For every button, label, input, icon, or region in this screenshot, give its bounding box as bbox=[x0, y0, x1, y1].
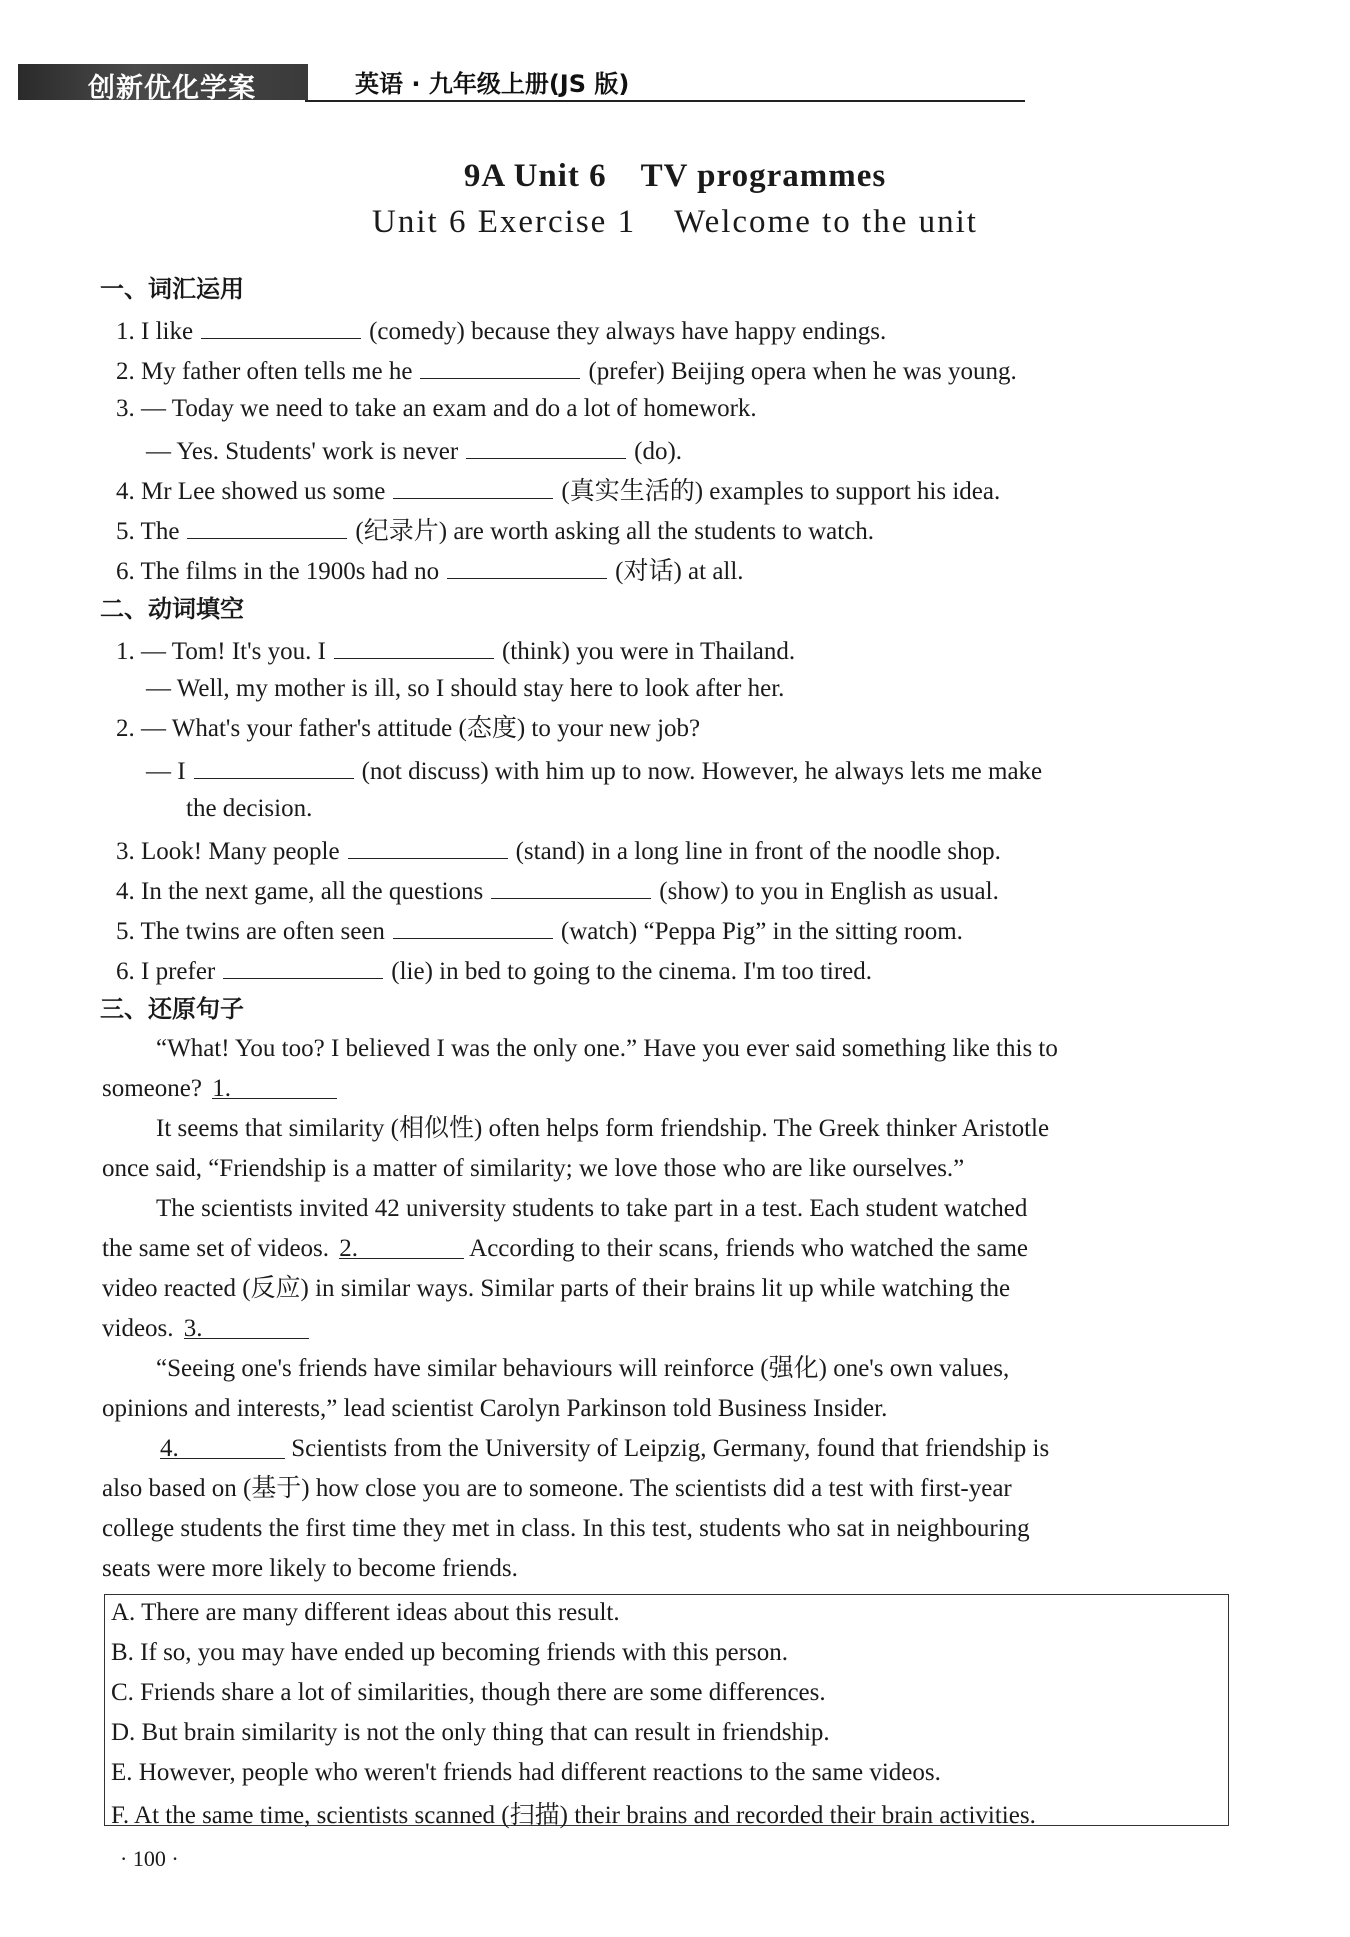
question-text: (watch) “Peppa Pig” in the sitting room. bbox=[560, 918, 963, 945]
question-text: 3. Look! Many people bbox=[116, 838, 340, 865]
blank-number: 3. bbox=[183, 1315, 203, 1342]
answer-options-box bbox=[104, 1594, 1229, 1829]
question-text: (lie) in bed to going to the cinema. I'm too tired. bbox=[391, 958, 873, 985]
question-text: (纪录片) are worth asking all the students to watch. bbox=[355, 518, 875, 545]
header-divider bbox=[305, 100, 1025, 102]
answer-blank[interactable] bbox=[187, 514, 347, 539]
question-text: (prefer) Beijing opera when he was young. bbox=[588, 358, 1017, 385]
question-text: 4. In the next game, all the questions bbox=[116, 878, 484, 905]
passage-line bbox=[102, 1234, 1028, 1264]
verb-item bbox=[116, 634, 795, 667]
passage-line: “What! You too? I believed I was the only one.” Have you ever said something like this to bbox=[156, 1035, 1058, 1062]
verb-item bbox=[186, 794, 312, 824]
answer-blank[interactable] bbox=[201, 314, 361, 339]
blank-number: 1. bbox=[212, 1075, 231, 1102]
question-text: 1. — Tom! It's you. I bbox=[116, 638, 326, 665]
verb-item bbox=[116, 914, 963, 947]
answer-blank[interactable] bbox=[466, 434, 626, 459]
question-text: 5. The twins are often seen bbox=[116, 918, 385, 945]
passage-line: college students the first time they met in class. In this test, students who sat in neighbouring bbox=[102, 1515, 1030, 1542]
passage-line: also based on (基于) how close you are to someone. The scientists did a test with first-year bbox=[102, 1475, 1012, 1502]
answer-blank[interactable] bbox=[447, 554, 607, 579]
passage-line: seats were more likely to become friends. bbox=[102, 1555, 518, 1582]
vocab-item bbox=[116, 394, 757, 424]
passage-text: someone? bbox=[102, 1075, 202, 1102]
passage-line: It seems that similarity (相似性) often helps form friendship. The Greek thinker Aristotle bbox=[156, 1115, 1050, 1142]
option-f: F. At the same time, scientists scanned (扫描) their brains and recorded their brain activities. bbox=[111, 1802, 1036, 1829]
answer-blank[interactable] bbox=[194, 754, 354, 779]
question-text: 5. The bbox=[116, 518, 180, 545]
question-text: (对话) at all. bbox=[615, 558, 744, 585]
question-text: — Well, my mother is ill, so I should stay here to look after her. bbox=[146, 675, 785, 702]
question-text: 6. The films in the 1900s had no bbox=[116, 558, 440, 585]
question-text: (stand) in a long line in front of the noodle shop. bbox=[515, 838, 1001, 865]
verb-item bbox=[116, 954, 872, 987]
answer-blank[interactable] bbox=[183, 1314, 309, 1342]
section-heading-sentences: 三、还原句子 bbox=[100, 995, 244, 1023]
verb-item bbox=[146, 754, 1042, 787]
page-header bbox=[0, 56, 1350, 106]
passage-text: Scientists from the University of Leipzig, Germany, found that friendship is bbox=[291, 1435, 1050, 1462]
blank-number: 4. bbox=[160, 1435, 179, 1462]
vocab-item bbox=[116, 554, 744, 587]
vocab-item bbox=[146, 434, 682, 467]
exercise-section: Welcome to the unit bbox=[674, 204, 978, 240]
question-text: (真实生活的) examples to support his idea. bbox=[561, 478, 1001, 505]
question-text: 6. I prefer bbox=[116, 958, 216, 985]
passage-line bbox=[102, 1074, 337, 1104]
answer-blank[interactable] bbox=[160, 1434, 285, 1462]
exercise-number: Unit 6 Exercise 1 bbox=[372, 204, 637, 240]
blank-number: 2. bbox=[339, 1235, 359, 1262]
vocab-item bbox=[116, 514, 874, 547]
passage-line bbox=[156, 1434, 1049, 1464]
question-text: (show) to you in English as usual. bbox=[659, 878, 999, 905]
page-number: · 100 · bbox=[120, 1846, 179, 1871]
verb-item bbox=[116, 714, 700, 744]
answer-blank[interactable] bbox=[393, 914, 553, 939]
question-text: — I bbox=[146, 758, 186, 785]
passage-line: opinions and interests,” lead scientist Carolyn Parkinson told Business Insider. bbox=[102, 1395, 888, 1422]
vocab-item bbox=[116, 474, 1000, 507]
unit-topic: TV programmes bbox=[640, 158, 887, 194]
option-b: B. If so, you may have ended up becoming friends with this person. bbox=[111, 1639, 788, 1666]
passage-line bbox=[102, 1314, 309, 1344]
vocab-item bbox=[116, 354, 1017, 387]
section-heading-vocab: 一、词汇运用 bbox=[100, 275, 244, 303]
passage-line: once said, “Friendship is a matter of similarity; we love those who are like ourselves.” bbox=[102, 1155, 965, 1182]
question-text: (do). bbox=[634, 438, 683, 465]
verb-item bbox=[116, 834, 1001, 867]
option-c: C. Friends share a lot of similarities, though there are some differences. bbox=[111, 1679, 826, 1706]
question-text: (not discuss) with him up to now. However, he always lets me make bbox=[361, 758, 1043, 785]
passage-text: videos. bbox=[102, 1315, 174, 1342]
answer-blank[interactable] bbox=[223, 954, 383, 979]
answer-blank[interactable] bbox=[393, 474, 553, 499]
option-e: E. However, people who weren't friends had different reactions to the same videos. bbox=[111, 1759, 941, 1786]
brand-logo-text: 创新优化学案 bbox=[88, 73, 256, 104]
option-d: D. But brain similarity is not the only thing that can result in friendship. bbox=[111, 1719, 830, 1746]
unit-title bbox=[0, 158, 1350, 195]
answer-blank[interactable] bbox=[339, 1234, 464, 1262]
passage-line: The scientists invited 42 university students to take part in a test. Each student watched bbox=[156, 1195, 1028, 1222]
section-heading-verbs: 二、动词填空 bbox=[100, 595, 244, 623]
passage-line: video reacted (反应) in similar ways. Similar parts of their brains lit up while watching the bbox=[102, 1275, 1011, 1302]
vocab-item bbox=[116, 314, 886, 347]
question-text: 4. Mr Lee showed us some bbox=[116, 478, 386, 505]
option-a: A. There are many different ideas about this result. bbox=[111, 1599, 620, 1626]
unit-number: 9A Unit 6 bbox=[463, 158, 607, 194]
question-text: (comedy) because they always have happy endings. bbox=[369, 318, 887, 345]
answer-blank[interactable] bbox=[212, 1074, 337, 1102]
verb-item bbox=[146, 674, 784, 704]
question-text: (think) you were in Thailand. bbox=[501, 638, 796, 665]
verb-item bbox=[116, 874, 999, 907]
exercise-title bbox=[0, 204, 1350, 241]
passage-text: the same set of videos. bbox=[102, 1235, 330, 1262]
question-text: 2. — What's your father's attitude (态度) to your new job? bbox=[116, 715, 701, 742]
answer-blank[interactable] bbox=[420, 354, 580, 379]
question-text: the decision. bbox=[186, 795, 313, 822]
passage-line: “Seeing one's friends have similar behaviours will reinforce (强化) one's own values, bbox=[156, 1355, 1010, 1382]
question-text: 2. My father often tells me he bbox=[116, 358, 413, 385]
answer-blank[interactable] bbox=[348, 834, 508, 859]
answer-blank[interactable] bbox=[491, 874, 651, 899]
question-text: — Yes. Students' work is never bbox=[146, 438, 459, 465]
passage-text: According to their scans, friends who watched the same bbox=[469, 1235, 1029, 1262]
question-text: 1. I like bbox=[116, 318, 194, 345]
question-text: 3. — Today we need to take an exam and do a lot of homework. bbox=[116, 395, 757, 422]
book-title: 英语 · 九年级上册(JS 版) bbox=[355, 70, 630, 98]
answer-blank[interactable] bbox=[334, 634, 494, 659]
